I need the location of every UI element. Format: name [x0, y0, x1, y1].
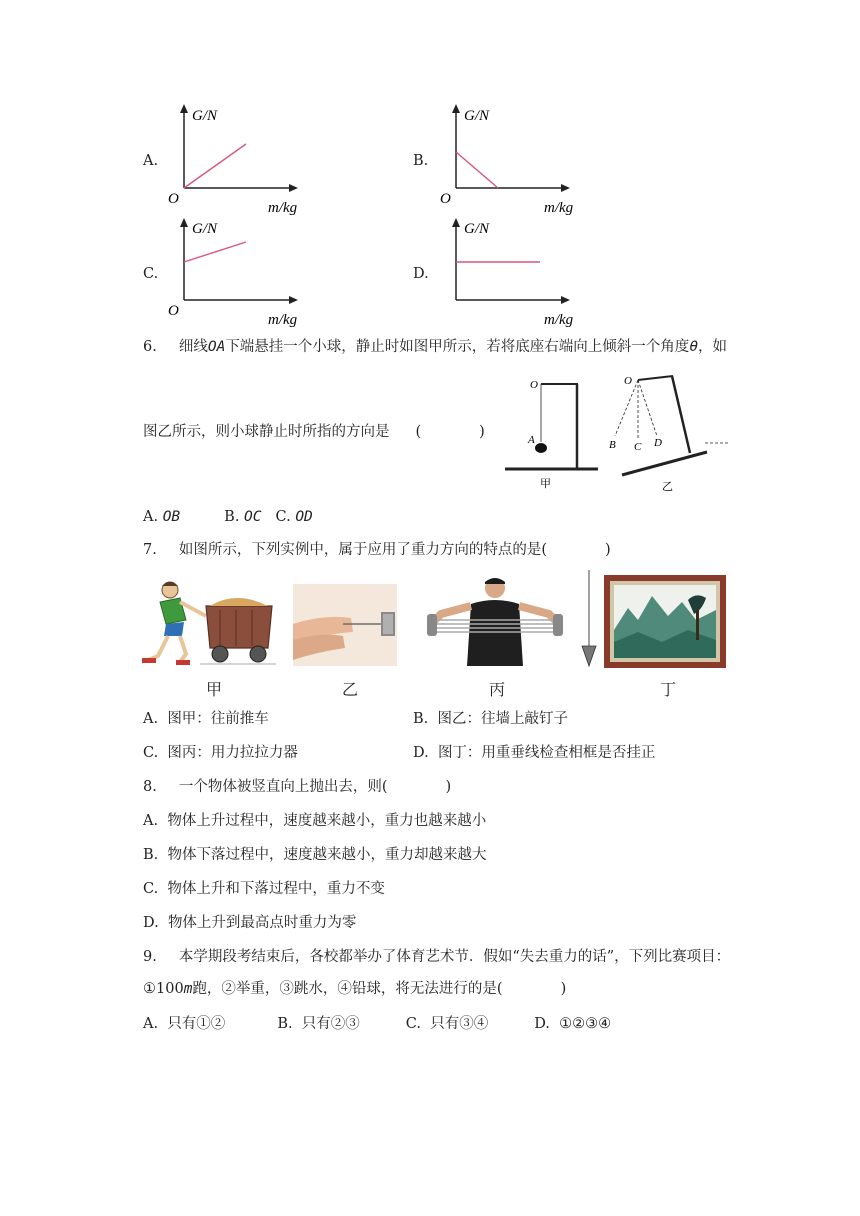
q7-image-bing	[423, 574, 567, 666]
q9-options	[143, 1014, 611, 1034]
q6-figure	[500, 370, 735, 495]
caption-jia: 甲	[206, 680, 223, 699]
q9-option-c[interactable]: C. 只有③④	[405, 1016, 489, 1032]
q8-stem: 8. 一个物体被竖直向上抛出去，则( )	[143, 779, 452, 795]
option-letter: A.	[143, 153, 159, 169]
graph-line	[456, 152, 498, 188]
question-number: 8.	[143, 779, 157, 795]
x-axis-label: m/kg	[544, 312, 574, 328]
option-letter: B.	[413, 153, 429, 169]
q9-option-d[interactable]: D. ①②③④	[534, 1016, 612, 1032]
caption-yi: 乙	[342, 680, 359, 699]
q7-option-a[interactable]: A. 图甲：往前推车	[143, 711, 269, 727]
q8-option-b[interactable]: B. 物体下落过程中，速度越来越小，重力却越来越大	[143, 847, 487, 863]
graph-d	[432, 214, 582, 329]
graph-c	[160, 214, 310, 329]
x-axis-label: m/kg	[544, 200, 574, 215]
q8-option-c[interactable]: C. 物体上升和下落过程中，重力不变	[143, 881, 385, 897]
q6-option-c[interactable]: C. OD	[275, 509, 313, 525]
y-axis-label: G/N	[464, 108, 490, 124]
caption-bing: 丙	[489, 680, 506, 699]
answer-blank[interactable]: ( )	[415, 424, 485, 440]
y-axis-label: G/N	[192, 221, 218, 237]
question-number: 9.	[143, 949, 157, 965]
q6-stem-line2: 图乙所示，则小球静止时所指的方向是 ( )	[143, 424, 485, 440]
q8-option-a[interactable]: A. 物体上升过程中，速度越来越小，重力也越来越小	[143, 813, 487, 829]
option-letter: D.	[413, 266, 429, 282]
question-number: 6.	[143, 339, 157, 355]
q7-option-c[interactable]: C. 图丙：用力拉拉力器	[143, 745, 298, 761]
y-axis-label: G/N	[464, 221, 490, 237]
plumb-bob-icon	[582, 646, 596, 666]
graph-a	[160, 100, 310, 215]
q6-options	[143, 507, 313, 527]
fig-yi-o: O	[624, 375, 632, 387]
graph-b	[432, 100, 582, 215]
fig-jia-o: O	[530, 379, 538, 391]
origin-label: O	[168, 191, 179, 207]
q7-stem: 7. 如图所示，下列实例中，属于应用了重力方向的特点的是( )	[143, 542, 611, 558]
graph-line	[184, 242, 246, 262]
q7-option-b[interactable]: B. 图乙：往墙上敲钉子	[413, 711, 568, 727]
fig-yi-b: B	[609, 439, 616, 451]
option-letter: C.	[143, 266, 159, 282]
origin-label: O	[440, 191, 451, 207]
q7-image-jia	[140, 576, 280, 668]
var-oa: OA	[207, 339, 226, 355]
fig-jia-caption: 甲	[540, 477, 551, 490]
q8-option-d[interactable]: D. 物体上升到最高点时重力为零	[143, 915, 357, 931]
q9-option-a[interactable]: A. 只有①②	[143, 1016, 226, 1032]
y-axis-label: G/N	[192, 108, 218, 124]
origin-label: O	[168, 303, 179, 319]
q7-image-ding	[578, 570, 730, 680]
x-axis-label: m/kg	[268, 200, 298, 215]
q6-option-a[interactable]: A. OB	[143, 509, 181, 525]
q7-image-yi	[293, 584, 397, 666]
q9-stem-line2: ①100m跑，②举重，③跳水，④铅球，将无法进行的是( )	[143, 981, 567, 997]
caption-ding: 丁	[660, 680, 677, 699]
question-number: 7.	[143, 542, 157, 558]
fig-yi-c: C	[634, 441, 642, 453]
graph-line	[184, 144, 246, 188]
fig-yi-caption: 乙	[662, 480, 673, 493]
q6-stem-line1: 6. 细线OA下端悬挂一个小球，静止时如图甲所示，若将底座右端向上倾斜一个角度θ，如	[143, 339, 728, 355]
fig-jia-a: A	[528, 434, 535, 446]
x-axis-label: m/kg	[268, 312, 298, 328]
fig-yi-d: D	[654, 437, 662, 449]
q9-option-b[interactable]: B. 只有②③	[277, 1016, 360, 1032]
q9-stem-line1: 9. 本学期段考结束后，各校都举办了体育艺术节．假如“失去重力的话”，下列比赛项目：	[143, 949, 731, 965]
q6-option-b[interactable]: B. OC	[224, 509, 262, 525]
ball-icon	[535, 443, 547, 453]
var-theta: θ	[689, 339, 699, 355]
q7-option-d[interactable]: D. 图丁：用重垂线检查相框是否挂正	[413, 745, 656, 761]
